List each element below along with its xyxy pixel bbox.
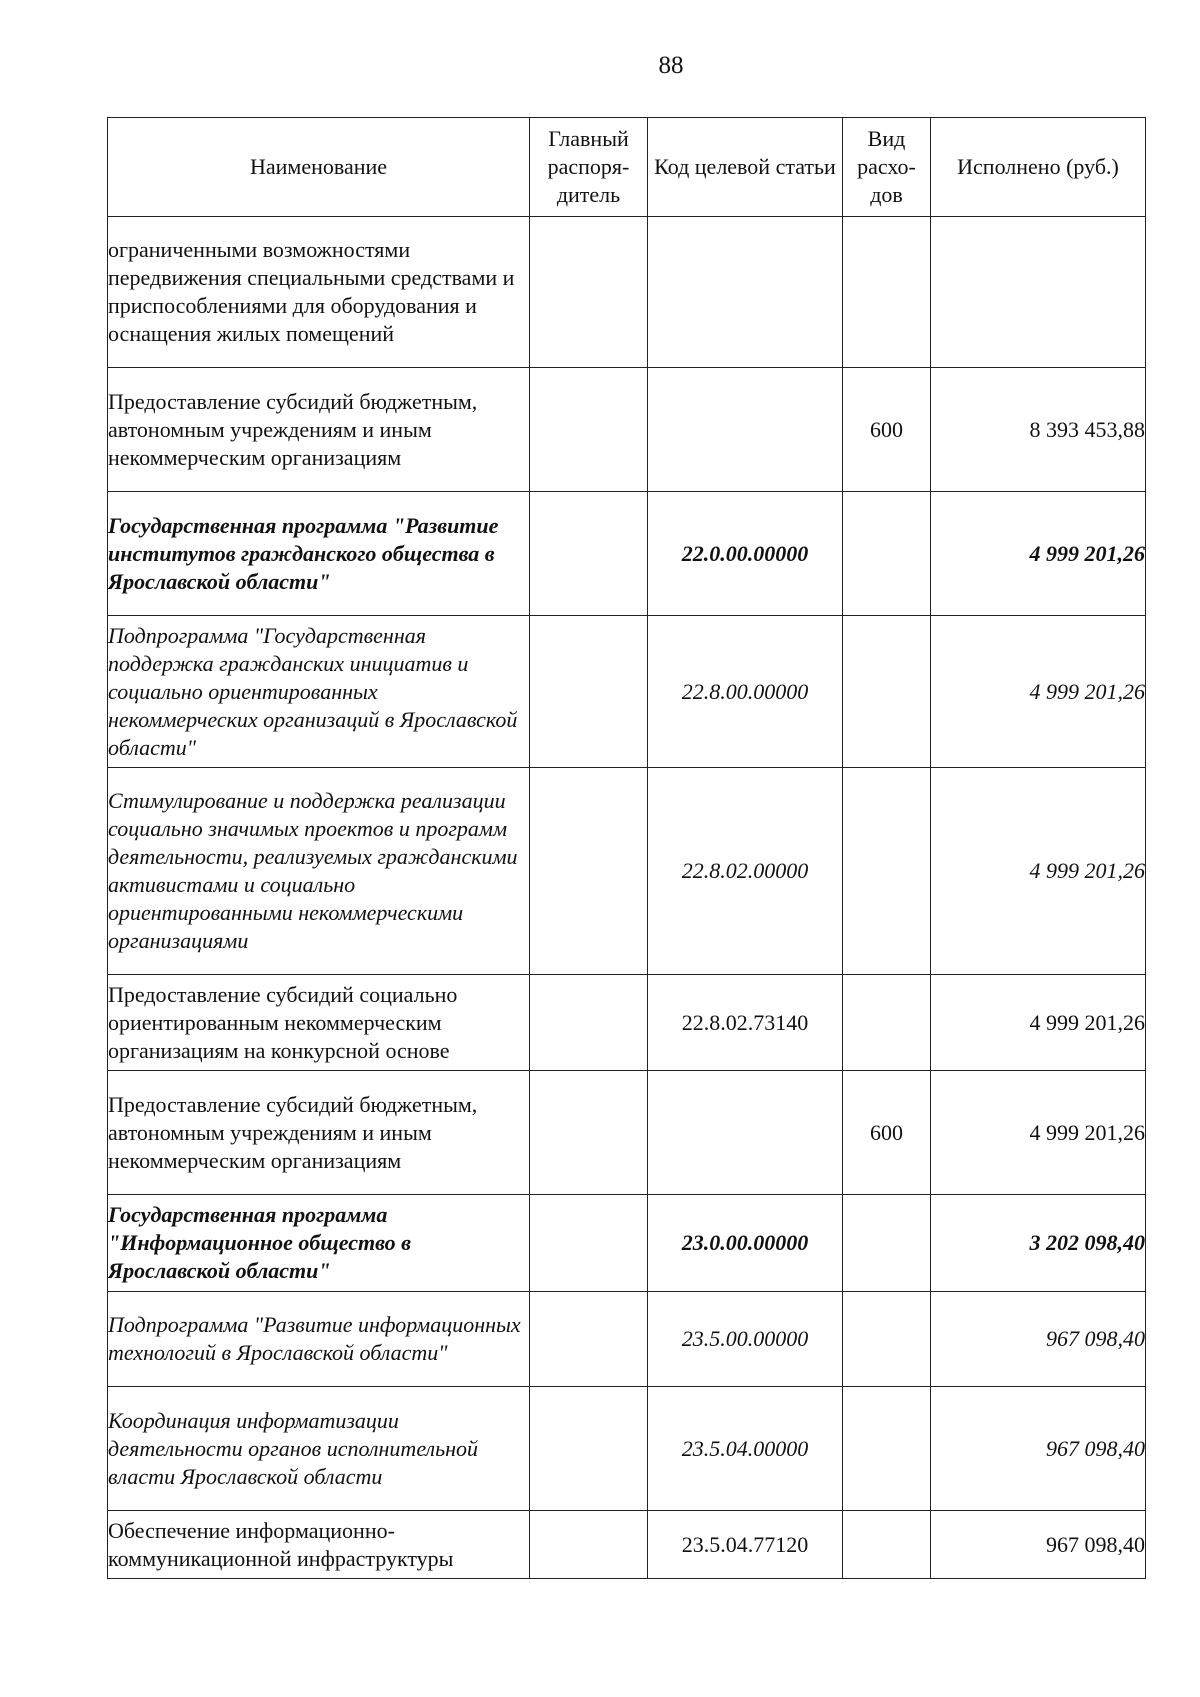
row-kind <box>843 616 931 768</box>
row-code: 23.0.00.00000 <box>648 1195 843 1292</box>
row-name: Предоставление субсидий бюджетным, автономным учреждениям и иным некоммерческим организациям <box>108 1071 530 1195</box>
row-code: 22.8.02.73140 <box>648 975 843 1071</box>
row-admin <box>530 492 648 616</box>
row-amount: 967 098,40 <box>931 1387 1146 1511</box>
row-admin <box>530 368 648 492</box>
row-amount: 3 202 098,40 <box>931 1195 1146 1292</box>
row-kind <box>843 217 931 368</box>
table-row <box>108 217 1146 368</box>
row-name: Координация информатизации деятельности органов исполнительной власти Ярославской области <box>108 1387 530 1511</box>
row-name: Государственная программа "Развитие институтов гражданского общества в Ярославской области" <box>108 492 530 616</box>
table-row <box>108 768 1146 975</box>
row-code <box>648 217 843 368</box>
header-name: Наименование <box>108 118 530 217</box>
row-amount: 4 999 201,26 <box>931 768 1146 975</box>
row-kind <box>843 1195 931 1292</box>
row-amount: 967 098,40 <box>931 1292 1146 1387</box>
table-row <box>108 1387 1146 1511</box>
row-code: 22.8.00.00000 <box>648 616 843 768</box>
header-executed-amount: Исполнено (руб.) <box>931 118 1146 217</box>
row-admin <box>530 1511 648 1579</box>
row-amount: 4 999 201,26 <box>931 492 1146 616</box>
row-kind <box>843 492 931 616</box>
row-kind <box>843 975 931 1071</box>
row-amount: 4 999 201,26 <box>931 1071 1146 1195</box>
header-target-code: Код целевой статьи <box>648 118 843 217</box>
table-row <box>108 1071 1146 1195</box>
row-admin <box>530 217 648 368</box>
table-row <box>108 975 1146 1071</box>
row-code <box>648 368 843 492</box>
row-name: Подпрограмма "Развитие информационных технологий в Ярославской области" <box>108 1292 530 1387</box>
table-row <box>108 368 1146 492</box>
page-number: 88 <box>658 52 684 79</box>
row-name: Предоставление субсидий социально ориентированным некоммерческим организациям на конкурсной основе <box>108 975 530 1071</box>
row-admin <box>530 768 648 975</box>
row-code: 22.8.02.00000 <box>648 768 843 975</box>
row-name: Подпрограмма "Государственная поддержка гражданских инициатив и социально ориентированных некоммерческих организаций в Ярославской области" <box>108 616 530 768</box>
row-admin <box>530 1292 648 1387</box>
budget-execution-table <box>107 117 1146 1579</box>
row-name: ограниченными возможностями передвижения специальными средствами и приспособлениями для оборудования и оснащения жилых помещений <box>108 217 530 368</box>
table-header-row <box>108 118 1146 217</box>
row-code: 23.5.00.00000 <box>648 1292 843 1387</box>
header-expense-kind: Вид расхо-дов <box>843 118 931 217</box>
row-name: Государственная программа "Информационное общество в Ярославской области" <box>108 1195 530 1292</box>
table-row <box>108 492 1146 616</box>
row-amount: 4 999 201,26 <box>931 975 1146 1071</box>
header-chief-administrator: Главный распоря-дитель <box>530 118 648 217</box>
row-admin <box>530 1387 648 1511</box>
row-code: 23.5.04.77120 <box>648 1511 843 1579</box>
row-kind <box>843 1511 931 1579</box>
table-row <box>108 616 1146 768</box>
row-amount <box>931 217 1146 368</box>
row-admin <box>530 1195 648 1292</box>
row-admin <box>530 1071 648 1195</box>
row-kind <box>843 768 931 975</box>
row-kind: 600 <box>843 368 931 492</box>
row-amount: 8 393 453,88 <box>931 368 1146 492</box>
row-name: Обеспечение информационно-коммуникационной инфраструктуры <box>108 1511 530 1579</box>
row-kind <box>843 1387 931 1511</box>
row-admin <box>530 975 648 1071</box>
row-name: Стимулирование и поддержка реализации социально значимых проектов и программ деятельности, реализуемых гражданскими активистами и социально ориентированными некоммерческими организациями <box>108 768 530 975</box>
row-amount: 967 098,40 <box>931 1511 1146 1579</box>
row-code: 23.5.04.00000 <box>648 1387 843 1511</box>
row-admin <box>530 616 648 768</box>
row-kind <box>843 1292 931 1387</box>
table-row <box>108 1195 1146 1292</box>
row-code <box>648 1071 843 1195</box>
row-kind: 600 <box>843 1071 931 1195</box>
table-row <box>108 1292 1146 1387</box>
row-name: Предоставление субсидий бюджетным, автономным учреждениям и иным некоммерческим организациям <box>108 368 530 492</box>
row-amount: 4 999 201,26 <box>931 616 1146 768</box>
row-code: 22.0.00.00000 <box>648 492 843 616</box>
table-row <box>108 1511 1146 1579</box>
